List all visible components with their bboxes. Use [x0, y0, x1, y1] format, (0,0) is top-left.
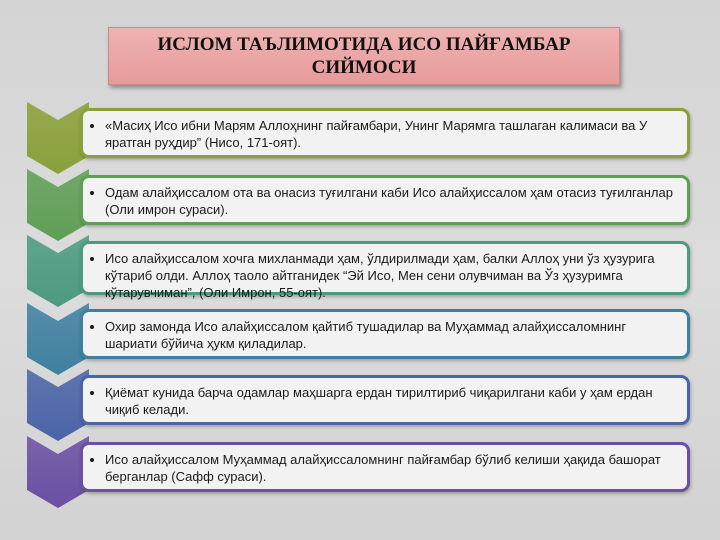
item-text: • Исо алайҳиссалом хочга михланмади ҳам, ўлдирилмади ҳам, балки Аллоҳ уни ўз ҳузурига кўтариб олди. Аллоҳ таоло айтганидек “Эй Исо, Мен сени олувчиман ва Ўз ҳузуримга кўтарувчиман”, (Оли Имрон, 55-оят).	[105, 250, 679, 301]
item-box	[80, 375, 690, 425]
item-text: • Охир замонда Исо алайҳиссалом қайтиб тушадилар ва Муҳаммад алайҳиссаломнинг шариати бўйича ҳукм қиладилар.	[105, 318, 679, 352]
item-text: • «Масиҳ Исо ибни Марям Аллоҳнинг пайғамбари, Унинг Марямга ташлаган калимаси ва У яратган руҳдир” (Нисо, 171-оят).	[105, 117, 679, 151]
bullet-list	[91, 318, 679, 352]
item-box	[80, 309, 690, 359]
list-item	[0, 169, 720, 229]
list-item	[0, 436, 720, 496]
page-title: ИСЛОМ ТАЪЛИМОТИДА ИСО ПАЙҒАМБАР СИЙМОСИ	[157, 34, 571, 78]
bullet-list	[91, 184, 679, 218]
item-box	[80, 175, 690, 225]
title-box	[108, 27, 620, 85]
list-item	[0, 369, 720, 429]
item-text: • Одам алайҳиссалом ота ва онасиз туғилгани каби Исо алайҳиссалом ҳам отасиз туғилганлар (Оли имрон сураси).	[105, 184, 679, 218]
list-item	[0, 235, 720, 300]
bullet-list	[91, 384, 679, 418]
bullet-list	[91, 250, 679, 301]
list-item	[0, 303, 720, 363]
list-item	[0, 102, 720, 162]
bullet-list	[91, 451, 679, 485]
item-text: • Қиёмат кунида барча одамлар маҳшарга ердан тирилтириб чиқарилгани каби у ҳам ердан чиқиб келади.	[105, 384, 679, 418]
bullet-list	[91, 117, 679, 151]
item-box	[80, 108, 690, 158]
item-text: • Исо алайҳиссалом Муҳаммад алайҳиссаломнинг пайғамбар бўлиб келиши ҳақида башорат берганлар (Сафф сураси).	[105, 451, 679, 485]
item-box	[80, 442, 690, 492]
item-box	[80, 241, 690, 300]
